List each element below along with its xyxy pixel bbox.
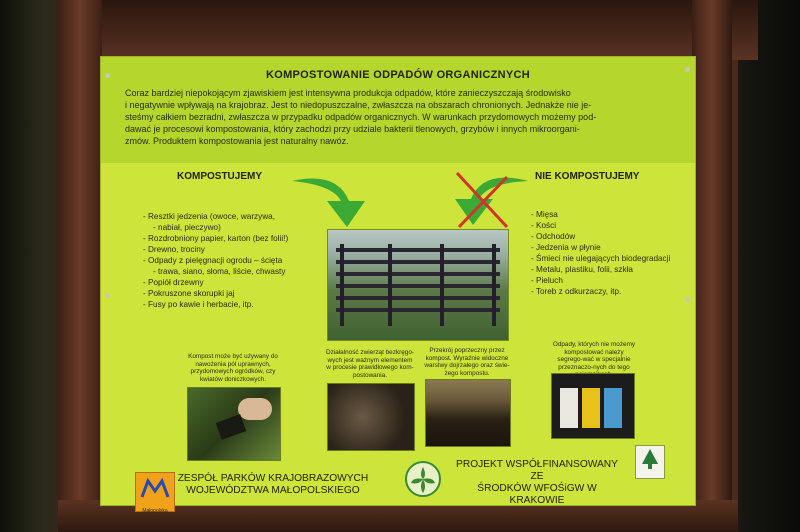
composter-post (492, 244, 496, 326)
caption-sorting: Odpady, których nie możemy kompostować należy segrego-wać w specjalnie przeznaczo-nych do tego (552, 341, 636, 371)
footer-line: PROJEKT WSPÓŁFINANSOWANY ZE (456, 459, 618, 482)
frame-right-post (692, 0, 732, 532)
recycling-bins-photo (551, 373, 635, 439)
board-title: KOMPOSTOWANIE ODPADÓW ORGANICZNYCH (265, 69, 531, 81)
mounting-bolt (685, 297, 690, 302)
list-item: - Pieluch (531, 275, 691, 286)
list-item-continuation: nabiał, pieczywo) (158, 223, 221, 232)
compost-yes-list (143, 211, 333, 310)
caption-cross-section: Przekrój poprzeczny przez kompost. Wyraźnie widoczne warstwy dojrzałego oraz świe-żego kompostu. (424, 347, 510, 377)
frame-top-beam (58, 0, 758, 60)
list-item: - Mięsa (531, 209, 691, 220)
information-board (100, 56, 696, 514)
intro-line: steśmy całkiem bezradni, zwłaszcza w przypadku odpadów organicznych. W warunkach przydomowych możemy pod- (125, 112, 597, 122)
composter-slat (336, 272, 500, 276)
caption-invertebrates: Działalność zwierząt bezkręgo-wych jest ważnym elementem w procesie prawidłowego kom-postowania. (325, 349, 415, 379)
list-item-continuation: trawa, siano, słoma, liście, chwasty (158, 267, 286, 276)
list-item: - Śmieci nie ulegających biodegradacji (531, 253, 691, 264)
intro-line: i negatywnie wpływają na krajobraz. Jest to niedopuszczalne, zwłaszcza na obszarach chronionych. Jednakże nie je- (125, 100, 592, 110)
list-item: - Rozdrobniony papier, karton (bez folii!) (143, 233, 333, 244)
mounting-bolt (685, 67, 690, 72)
list-item (143, 222, 333, 233)
list-item: - Jedzenia w płynie (531, 242, 691, 253)
footer-line: WOJEWÓDZTWA MAŁOPOLSKIEGO (186, 485, 360, 496)
hand-shape (238, 398, 272, 420)
mounting-bolt (105, 73, 110, 78)
trowel-shape (216, 414, 247, 440)
list-item: - Odpady z pielęgnacji ogrodu – ścięta (143, 255, 333, 266)
logo-label: Małopolska (142, 508, 168, 514)
composter-slat (336, 248, 500, 252)
wfosigw-logo (635, 445, 665, 479)
park-emblem-icon (403, 459, 443, 499)
compost-yes-heading: KOMPOSTUJEMY (177, 171, 263, 182)
list-item: - Toreb z odkurzaczy, itp. (531, 286, 691, 297)
list-item: - Odchodów (531, 231, 691, 242)
green-arrow-crossed-icon (443, 169, 533, 231)
compost-no-list (531, 209, 691, 297)
composter-post (440, 244, 444, 326)
composter-post (340, 244, 344, 326)
worms-compost-photo (327, 383, 415, 451)
intro-line: zmów. Produktem kompostowania jest naturalny nawóz. (125, 136, 349, 146)
white-bin (560, 388, 578, 428)
list-item: - Fusy po kawie i herbacie, itp. (143, 299, 333, 310)
intro-paragraph (125, 87, 675, 147)
list-item: - Kości (531, 220, 691, 231)
composter-slat (336, 260, 500, 264)
list-item (143, 266, 333, 277)
tree-icon (636, 446, 664, 470)
compost-no-heading: NIE KOMPOSTUJEMY (535, 171, 640, 182)
list-item: - Drewno, trociny (143, 244, 333, 255)
garden-hands-photo (187, 387, 281, 461)
composter-slat (336, 308, 500, 312)
malopolska-logo (135, 472, 175, 512)
list-item: - Metalu, plastiku, folii, szkła (531, 264, 691, 275)
intro-line: dawać je procesowi kompostowania, który zachodzi przy udziale bakterii tlenowych, grzybów i innych mikroorgani- (125, 124, 580, 134)
composter-photo (327, 229, 509, 341)
list-item: - Popiół drzewny (143, 277, 333, 288)
mounting-bolt (105, 293, 110, 298)
compost-cross-section-photo (425, 379, 511, 447)
footer-line: ŚRODKÓW WFOŚiGW W KRAKOWIE (477, 483, 597, 506)
blue-bin (604, 388, 622, 428)
composter-post (388, 244, 392, 326)
footer-line: ZESPÓŁ PARKÓW KRAJOBRAZOWYCH (177, 473, 369, 484)
yellow-bin (582, 388, 600, 428)
list-item: - Pokruszone skorupki jaj (143, 288, 333, 299)
intro-line: Coraz bardziej niepokojącym zjawiskiem jest intensywna produkcja odpadów, które zanieczyszczają środowisko (125, 88, 571, 98)
footer-right-text (453, 459, 621, 507)
list-item: - Resztki jedzenia (owoce, warzywa, (143, 211, 333, 222)
composter-slat (336, 296, 500, 300)
frame-left-post (58, 0, 102, 532)
composter-slat (336, 284, 500, 288)
malopolska-logo-icon (136, 473, 174, 503)
footer-left-text (175, 473, 371, 497)
caption-fertilizer: Kompost może być używany do nawożenia pól uprawnych, przydomowych ogródków, czy kwiatów doniczkowych. (188, 353, 278, 383)
